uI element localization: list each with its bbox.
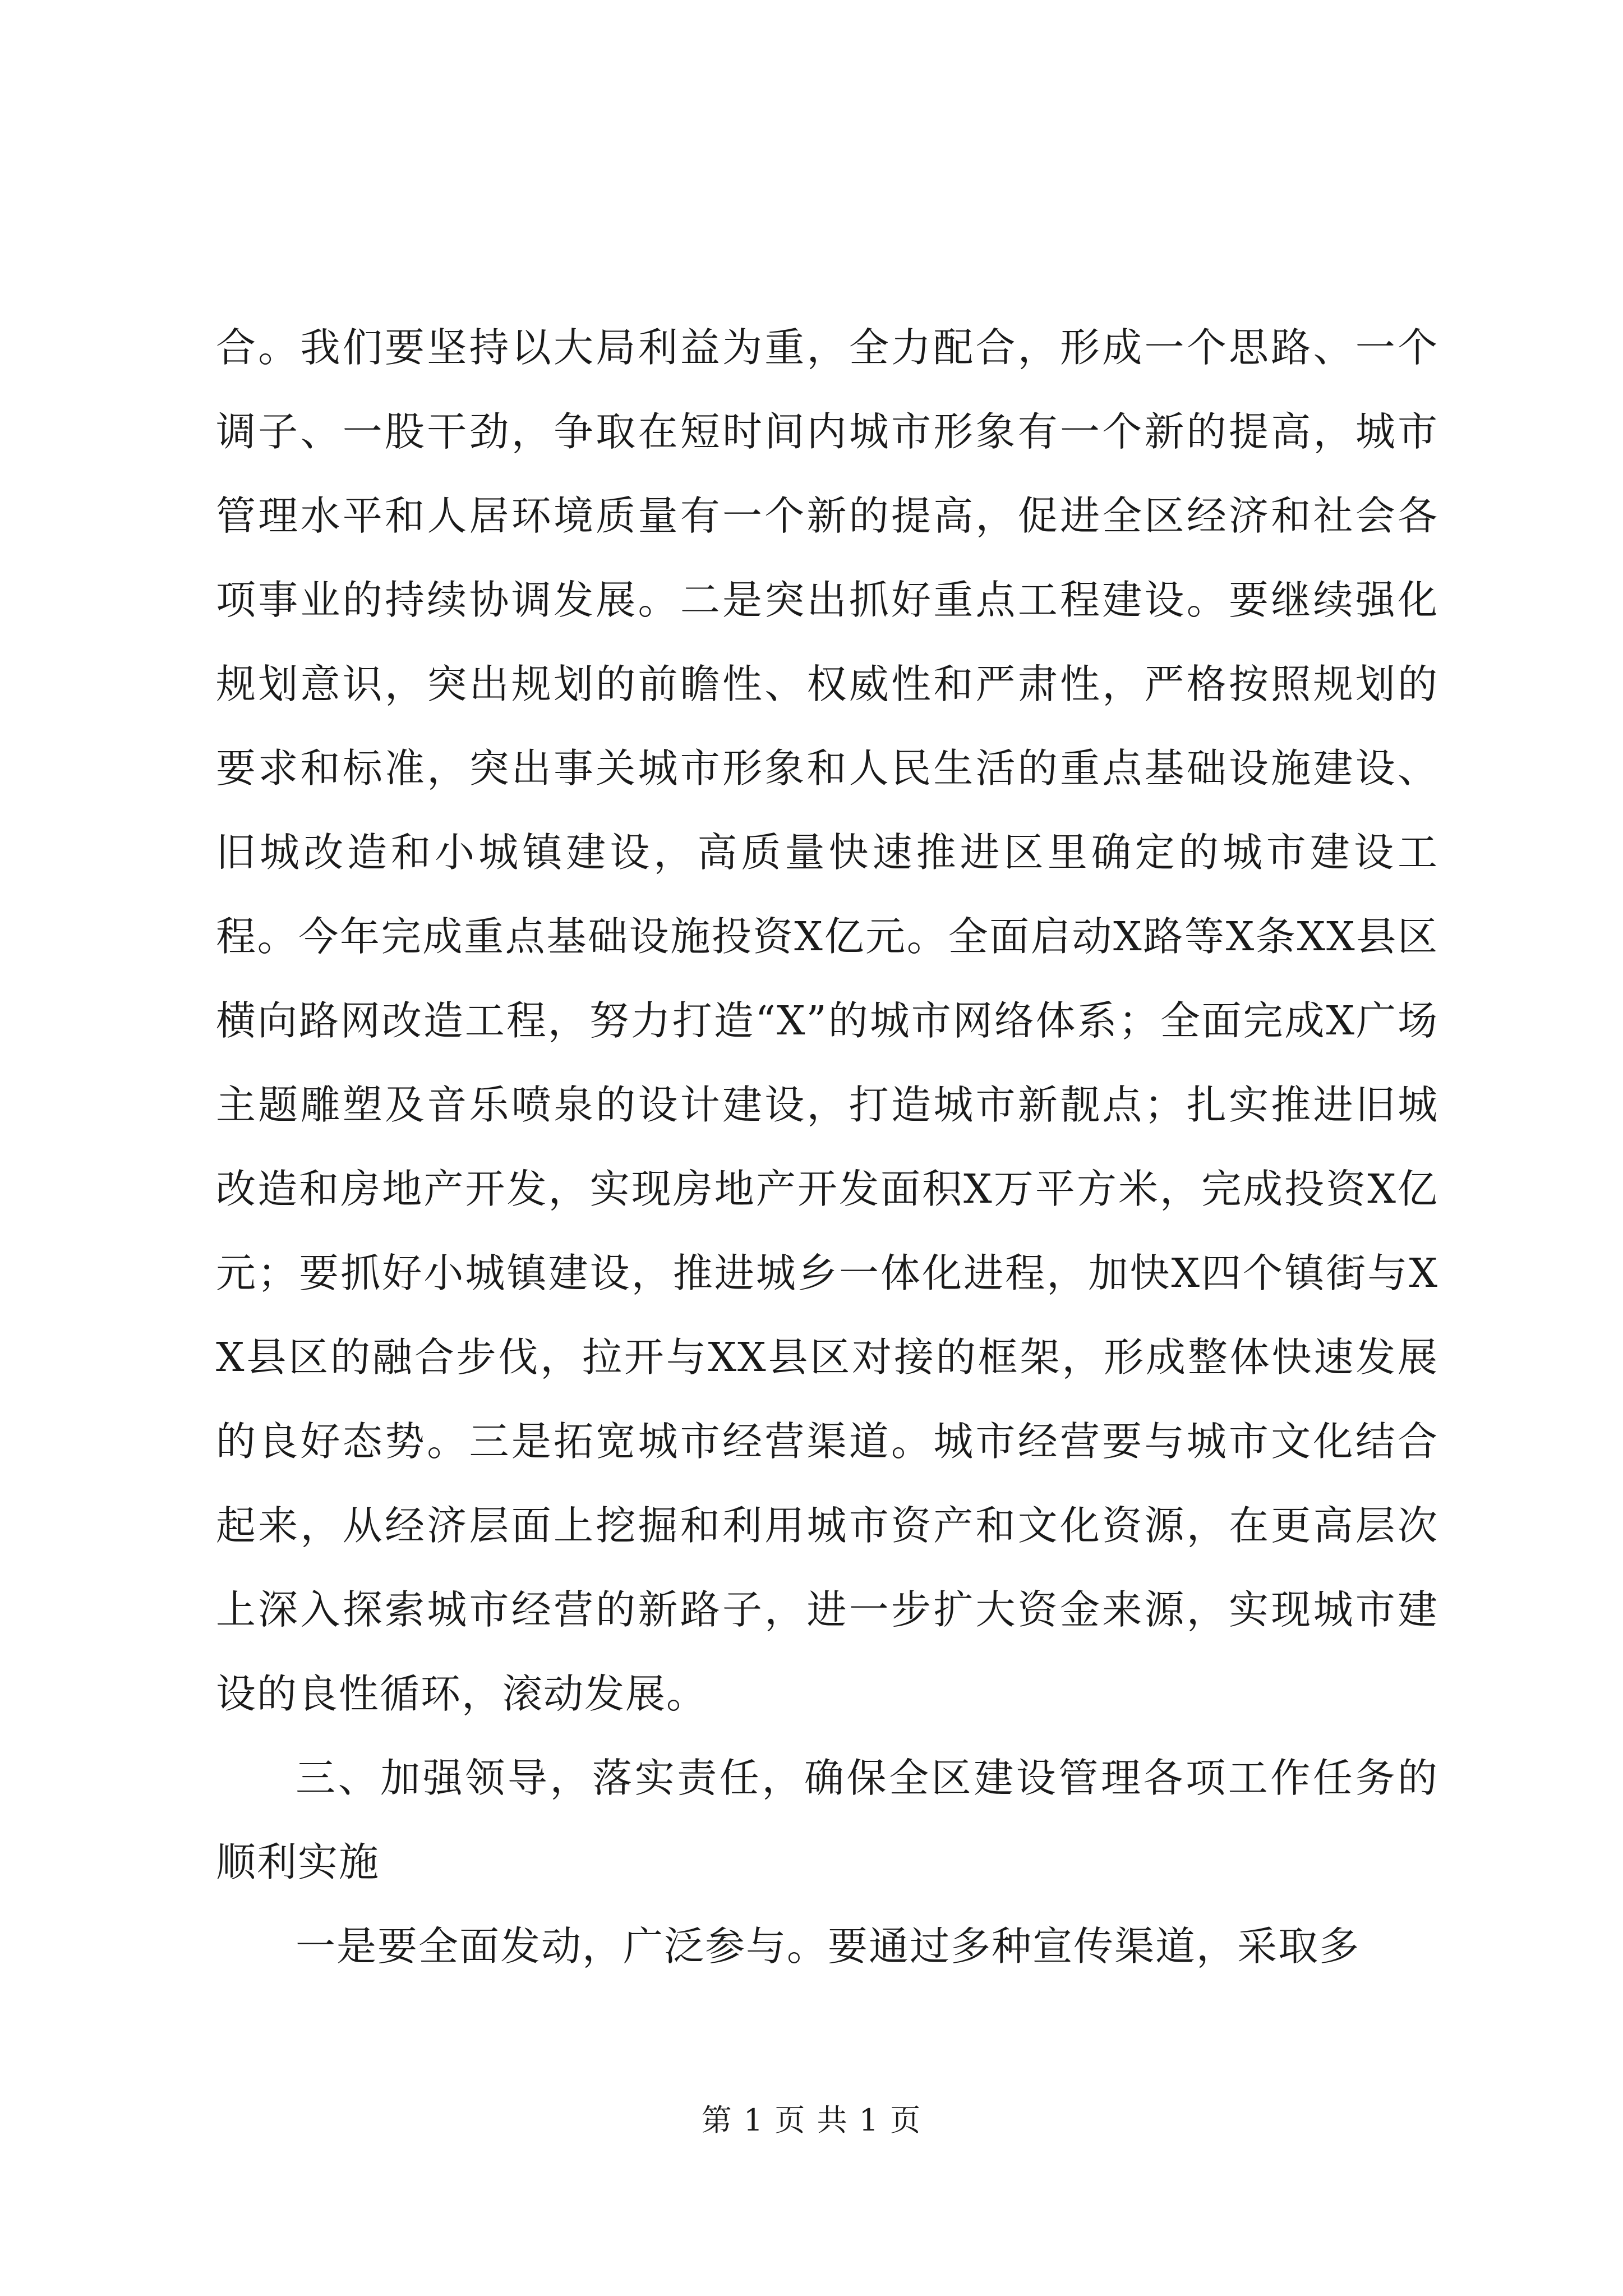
paragraph-urban-construction: 合。我们要坚持以大局利益为重，全力配合，形成一个思路、一个调子、一股干劲，争取在短时间内城市形象有一个新的提高，城市管理水平和人居环境质量有一个新的提高，促进全区经济和社会各项事业的持续协调发展。二是突出抓好重点工程建设。要继续强化规划意识，突出规划的前瞻性、权威性和严肃性，严格按照规划的要求和标准，突出事关城市形象和人民生活的重点基础设施建设、旧城改造和小城镇建设，高质量快速推进区里确定的城市建设工程。今年完成重点基础设施投资X亿元。全面启动X路等X条XX县区横向路网改造工程，努力打造“X”的城市网络体系；全面完成X广场主题雕塑及音乐喷泉的设计建设，打造城市新靓点；扎实推进旧城改造和房地产开发，实现房地产开发面积X万平方米，完成投资X亿元；要抓好小城镇建设，推进城乡一体化进程，加快X四个镇街与XX县区的融合步伐，拉开与XX县区对接的框架，形成整体快速发展的良好态势。三是拓宽城市经营渠道。城市经营要与城市文化结合起来，从经济层面上挖掘和利用城市资产和文化资源，在更高层次上深入探索城市经营的新路子，进一步扩大资金来源，实现城市建设的良性循环，滚动发展。 [216, 324, 1438, 1717]
page-footer: 第 1 页 共 1 页 [701, 2102, 922, 2138]
paragraph-mobilization: 一是要全面发动，广泛参与。要通过多种宣传渠道，采取多 [296, 1923, 1361, 1970]
document-body [216, 306, 1438, 1989]
section-heading-three: 三、加强领导，落实责任，确保全区建设管理各项工作任务的顺利实施 [216, 1755, 1438, 1885]
